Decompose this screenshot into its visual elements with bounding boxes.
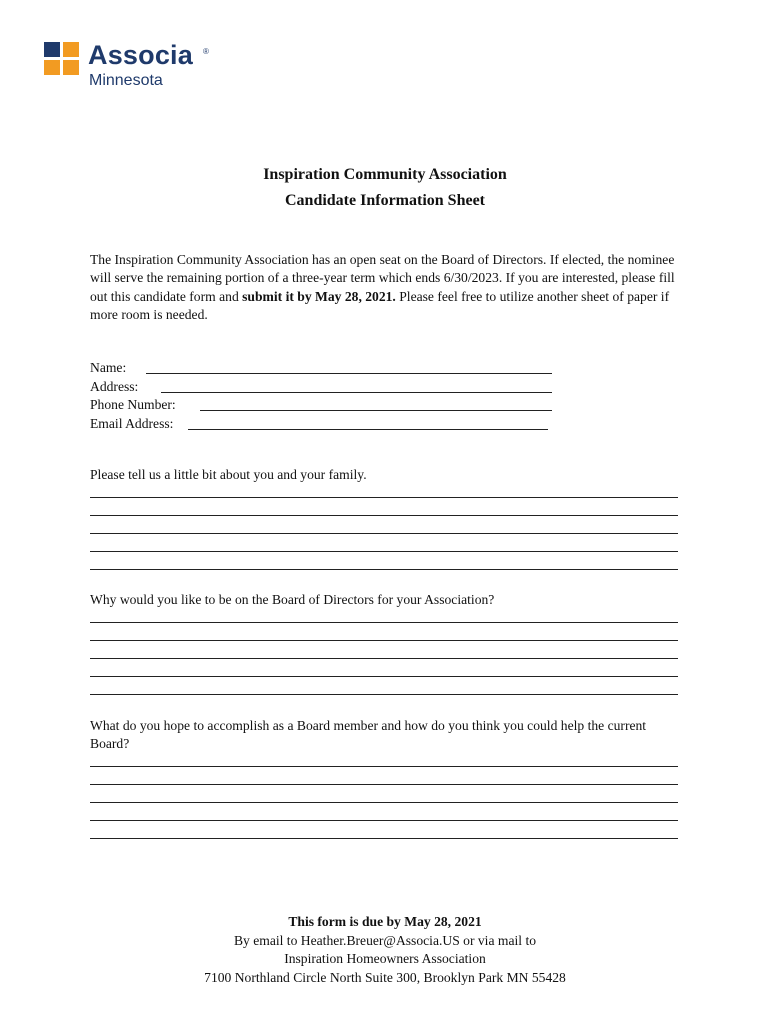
intro-paragraph <box>90 251 690 324</box>
associa-logo <box>44 40 224 96</box>
address-field[interactable] <box>161 392 552 393</box>
answer-line[interactable] <box>90 515 678 516</box>
document-title: Inspiration Community Association <box>263 166 507 183</box>
answer-line[interactable] <box>90 569 678 570</box>
document-subtitle: Candidate Information Sheet <box>284 192 485 209</box>
intro-deadline: submit it by May 28, 2021. <box>242 288 396 304</box>
intro-text: The Inspiration Community Association has an open seat on the Board of Directors. If elected, the nominee will serve the remaining portion of a three-year term which ends 6/30/2023. If you are interested, please fill out this candidate form and <box>90 252 675 304</box>
logo-region: Minnesota <box>89 72 163 89</box>
name-field[interactable] <box>146 373 552 374</box>
answer-line[interactable] <box>90 622 678 623</box>
answer-line[interactable] <box>90 551 678 552</box>
mail-recipient: Inspiration Homeowners Association <box>284 951 486 966</box>
answer-line[interactable] <box>90 802 678 803</box>
phone-field[interactable] <box>200 410 552 411</box>
answer-line[interactable] <box>90 694 678 695</box>
answer-line[interactable] <box>90 533 678 534</box>
answer-line[interactable] <box>90 640 678 641</box>
due-date: This form is due by May 28, 2021 <box>288 914 482 929</box>
footer-block <box>0 913 770 987</box>
question-why-board: Why would you like to be on the Board of Directors for your Association? <box>90 592 495 607</box>
answer-line[interactable] <box>90 766 678 767</box>
answer-line[interactable] <box>90 784 678 785</box>
question-family: Please tell us a little bit about you and your family. <box>90 467 367 482</box>
intro-text-end: Please feel free to utilize another sheet of paper if more room is needed. <box>90 288 670 322</box>
answer-line[interactable] <box>90 658 678 659</box>
contact-fields <box>90 360 570 434</box>
phone-label: Phone Number: <box>90 397 176 412</box>
answer-line[interactable] <box>90 838 678 839</box>
email-label: Email Address: <box>90 415 174 431</box>
associa-logo-icon <box>44 42 82 76</box>
question-accomplish: What do you hope to accomplish as a Board member and how do you think you could help the current Board? <box>90 718 647 752</box>
email-field[interactable] <box>188 429 548 430</box>
submission-email: By email to Heather.Breuer@Associa.US or via mail to <box>233 932 537 948</box>
answer-line[interactable] <box>90 676 678 677</box>
logo-registered-mark: ® <box>203 47 209 56</box>
mail-address: 7100 Northland Circle North Suite 300, Brooklyn Park MN 55428 <box>204 969 566 985</box>
logo-brand: Associa <box>88 40 193 70</box>
name-label: Name: <box>90 360 127 375</box>
address-label: Address: <box>90 378 139 394</box>
answer-line[interactable] <box>90 497 678 498</box>
answer-line[interactable] <box>90 820 678 821</box>
